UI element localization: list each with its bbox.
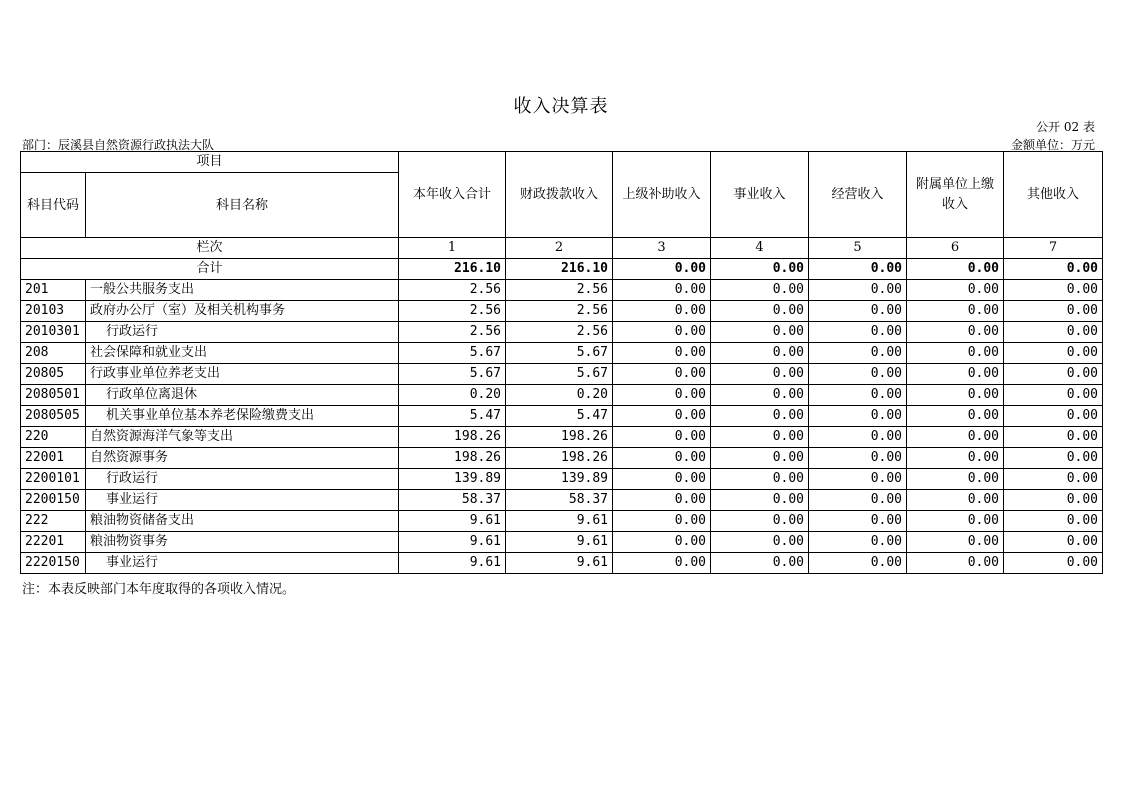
header-col-7: 其他收入 xyxy=(1004,152,1103,238)
subject-code: 20805 xyxy=(21,364,86,385)
amount-cell: 5.67 xyxy=(399,364,506,385)
subject-name: 行政单位离退休 xyxy=(86,385,399,406)
total-value: 0.00 xyxy=(711,259,809,280)
footnote: 注：本表反映部门本年度取得的各项收入情况。 xyxy=(22,582,296,597)
table-row xyxy=(21,322,1103,343)
header-col-3: 上级补助收入 xyxy=(613,152,711,238)
amount-cell: 0.00 xyxy=(613,511,711,532)
amount-cell: 0.00 xyxy=(907,553,1004,574)
amount-cell: 58.37 xyxy=(506,490,613,511)
total-value: 216.10 xyxy=(506,259,613,280)
table-row xyxy=(21,553,1103,574)
amount-cell: 2.56 xyxy=(399,280,506,301)
table-row xyxy=(21,427,1103,448)
amount-cell: 0.00 xyxy=(809,301,907,322)
amount-cell: 198.26 xyxy=(506,448,613,469)
subject-code: 22001 xyxy=(21,448,86,469)
subject-code: 20103 xyxy=(21,301,86,322)
table-row xyxy=(21,511,1103,532)
amount-cell: 0.00 xyxy=(1004,385,1103,406)
column-number: 7 xyxy=(1004,238,1103,259)
amount-cell: 0.00 xyxy=(809,322,907,343)
amount-cell: 0.00 xyxy=(613,322,711,343)
table-row xyxy=(21,343,1103,364)
amount-cell: 0.00 xyxy=(613,385,711,406)
amount-cell: 0.00 xyxy=(613,301,711,322)
subject-name: 自然资源事务 xyxy=(86,448,399,469)
table-row xyxy=(21,532,1103,553)
amount-cell: 0.00 xyxy=(907,511,1004,532)
amount-cell: 0.00 xyxy=(907,364,1004,385)
amount-cell: 5.47 xyxy=(506,406,613,427)
amount-cell: 9.61 xyxy=(399,511,506,532)
amount-cell: 0.00 xyxy=(809,385,907,406)
amount-cell: 0.00 xyxy=(1004,301,1103,322)
table-row xyxy=(21,280,1103,301)
amount-cell: 0.00 xyxy=(711,469,809,490)
amount-cell: 0.00 xyxy=(907,448,1004,469)
amount-cell: 0.00 xyxy=(613,364,711,385)
amount-cell: 139.89 xyxy=(506,469,613,490)
subject-name: 社会保障和就业支出 xyxy=(86,343,399,364)
subject-name: 行政事业单位养老支出 xyxy=(86,364,399,385)
header-col-2: 财政拨款收入 xyxy=(506,152,613,238)
amount-cell: 9.61 xyxy=(506,511,613,532)
header-col-1: 本年收入合计 xyxy=(399,152,506,238)
subject-name: 事业运行 xyxy=(86,490,399,511)
subject-code: 22201 xyxy=(21,532,86,553)
amount-cell: 0.00 xyxy=(711,448,809,469)
subject-code: 201 xyxy=(21,280,86,301)
column-number: 2 xyxy=(506,238,613,259)
amount-cell: 9.61 xyxy=(399,553,506,574)
subject-name: 行政运行 xyxy=(86,322,399,343)
amount-cell: 0.00 xyxy=(809,532,907,553)
amount-cell: 2.56 xyxy=(399,301,506,322)
amount-cell: 0.00 xyxy=(613,532,711,553)
amount-cell: 0.00 xyxy=(711,301,809,322)
amount-cell: 5.67 xyxy=(506,364,613,385)
total-value: 216.10 xyxy=(399,259,506,280)
amount-cell: 2.56 xyxy=(506,322,613,343)
amount-cell: 0.00 xyxy=(1004,364,1103,385)
amount-cell: 0.00 xyxy=(809,406,907,427)
amount-cell: 2.56 xyxy=(506,301,613,322)
amount-cell: 0.00 xyxy=(809,427,907,448)
amount-cell: 0.00 xyxy=(1004,280,1103,301)
amount-cell: 5.67 xyxy=(399,343,506,364)
amount-cell: 0.00 xyxy=(809,280,907,301)
header-row-project xyxy=(21,152,1103,173)
table-row xyxy=(21,301,1103,322)
amount-cell: 0.00 xyxy=(1004,469,1103,490)
amount-cell: 0.00 xyxy=(1004,490,1103,511)
table-row xyxy=(21,448,1103,469)
amount-cell: 0.00 xyxy=(907,280,1004,301)
subject-name: 机关事业单位基本养老保险缴费支出 xyxy=(86,406,399,427)
amount-cell: 198.26 xyxy=(399,448,506,469)
amount-cell: 0.00 xyxy=(711,427,809,448)
amount-cell: 0.00 xyxy=(1004,532,1103,553)
amount-cell: 0.00 xyxy=(809,553,907,574)
subject-code: 2220150 xyxy=(21,553,86,574)
department-label: 部门：辰溪县自然资源行政执法大队 xyxy=(22,138,215,152)
subject-code: 2200101 xyxy=(21,469,86,490)
amount-cell: 0.00 xyxy=(809,448,907,469)
amount-cell: 198.26 xyxy=(506,427,613,448)
column-number: 4 xyxy=(711,238,809,259)
subject-code: 222 xyxy=(21,511,86,532)
table-row xyxy=(21,385,1103,406)
amount-cell: 0.00 xyxy=(1004,448,1103,469)
amount-cell: 9.61 xyxy=(399,532,506,553)
amount-cell: 2.56 xyxy=(506,280,613,301)
column-numbers-label: 栏次 xyxy=(21,238,399,259)
amount-cell: 0.00 xyxy=(907,427,1004,448)
amount-cell: 0.00 xyxy=(613,490,711,511)
table-row xyxy=(21,406,1103,427)
total-row xyxy=(21,259,1103,280)
amount-cell: 0.00 xyxy=(907,406,1004,427)
amount-cell: 0.00 xyxy=(1004,322,1103,343)
amount-cell: 0.00 xyxy=(613,280,711,301)
income-table xyxy=(20,151,1103,574)
subject-name: 事业运行 xyxy=(86,553,399,574)
amount-cell: 0.00 xyxy=(907,490,1004,511)
amount-cell: 0.00 xyxy=(613,406,711,427)
subject-name: 一般公共服务支出 xyxy=(86,280,399,301)
amount-cell: 0.00 xyxy=(907,301,1004,322)
amount-cell: 0.20 xyxy=(399,385,506,406)
form-code: 公开 02 表 xyxy=(1036,120,1095,134)
amount-cell: 0.00 xyxy=(809,490,907,511)
amount-cell: 0.00 xyxy=(1004,553,1103,574)
amount-cell: 0.00 xyxy=(711,280,809,301)
subject-name: 粮油物资事务 xyxy=(86,532,399,553)
table-row xyxy=(21,364,1103,385)
amount-cell: 0.00 xyxy=(613,553,711,574)
amount-cell: 0.00 xyxy=(711,553,809,574)
column-number: 5 xyxy=(809,238,907,259)
amount-cell: 0.20 xyxy=(506,385,613,406)
column-number-row xyxy=(21,238,1103,259)
amount-cell: 0.00 xyxy=(809,364,907,385)
amount-cell: 0.00 xyxy=(1004,427,1103,448)
amount-cell: 0.00 xyxy=(711,343,809,364)
amount-cell: 0.00 xyxy=(1004,343,1103,364)
amount-cell: 0.00 xyxy=(711,406,809,427)
amount-cell: 0.00 xyxy=(907,385,1004,406)
amount-cell: 0.00 xyxy=(907,532,1004,553)
column-number: 3 xyxy=(613,238,711,259)
header-code: 科目代码 xyxy=(21,173,86,238)
amount-cell: 0.00 xyxy=(711,385,809,406)
subject-code: 220 xyxy=(21,427,86,448)
amount-cell: 0.00 xyxy=(809,343,907,364)
header-col-6: 附属单位上缴收入 xyxy=(907,152,1004,238)
amount-cell: 0.00 xyxy=(613,343,711,364)
amount-cell: 9.61 xyxy=(506,553,613,574)
amount-cell: 58.37 xyxy=(399,490,506,511)
total-value: 0.00 xyxy=(613,259,711,280)
amount-cell: 0.00 xyxy=(907,469,1004,490)
subject-code: 2200150 xyxy=(21,490,86,511)
amount-cell: 198.26 xyxy=(399,427,506,448)
subject-code: 2080505 xyxy=(21,406,86,427)
amount-cell: 0.00 xyxy=(1004,406,1103,427)
amount-cell: 5.67 xyxy=(506,343,613,364)
amount-cell: 5.47 xyxy=(399,406,506,427)
amount-cell: 0.00 xyxy=(613,427,711,448)
header-name: 科目名称 xyxy=(86,173,399,238)
amount-cell: 0.00 xyxy=(711,322,809,343)
amount-cell: 0.00 xyxy=(907,322,1004,343)
subject-code: 2010301 xyxy=(21,322,86,343)
table-row xyxy=(21,490,1103,511)
amount-cell: 139.89 xyxy=(399,469,506,490)
unit-label: 金额单位：万元 xyxy=(1010,138,1095,152)
subject-name: 自然资源海洋气象等支出 xyxy=(86,427,399,448)
table-row xyxy=(21,469,1103,490)
total-label: 合计 xyxy=(21,259,399,280)
amount-cell: 2.56 xyxy=(399,322,506,343)
amount-cell: 0.00 xyxy=(711,511,809,532)
column-number: 6 xyxy=(907,238,1004,259)
amount-cell: 0.00 xyxy=(711,490,809,511)
amount-cell: 0.00 xyxy=(809,511,907,532)
amount-cell: 0.00 xyxy=(613,448,711,469)
page-title: 收入决算表 xyxy=(513,96,609,117)
subject-name: 政府办公厅（室）及相关机构事务 xyxy=(86,301,399,322)
total-value: 0.00 xyxy=(809,259,907,280)
amount-cell: 0.00 xyxy=(711,532,809,553)
amount-cell: 0.00 xyxy=(907,343,1004,364)
subject-name: 粮油物资储备支出 xyxy=(86,511,399,532)
column-number: 1 xyxy=(399,238,506,259)
amount-cell: 0.00 xyxy=(809,469,907,490)
amount-cell: 0.00 xyxy=(1004,511,1103,532)
amount-cell: 0.00 xyxy=(613,469,711,490)
header-project: 项目 xyxy=(21,152,399,173)
header-col-4: 事业收入 xyxy=(711,152,809,238)
header-col-5: 经营收入 xyxy=(809,152,907,238)
total-value: 0.00 xyxy=(907,259,1004,280)
total-value: 0.00 xyxy=(1004,259,1103,280)
subject-name: 行政运行 xyxy=(86,469,399,490)
amount-cell: 9.61 xyxy=(506,532,613,553)
subject-code: 2080501 xyxy=(21,385,86,406)
amount-cell: 0.00 xyxy=(711,364,809,385)
subject-code: 208 xyxy=(21,343,86,364)
